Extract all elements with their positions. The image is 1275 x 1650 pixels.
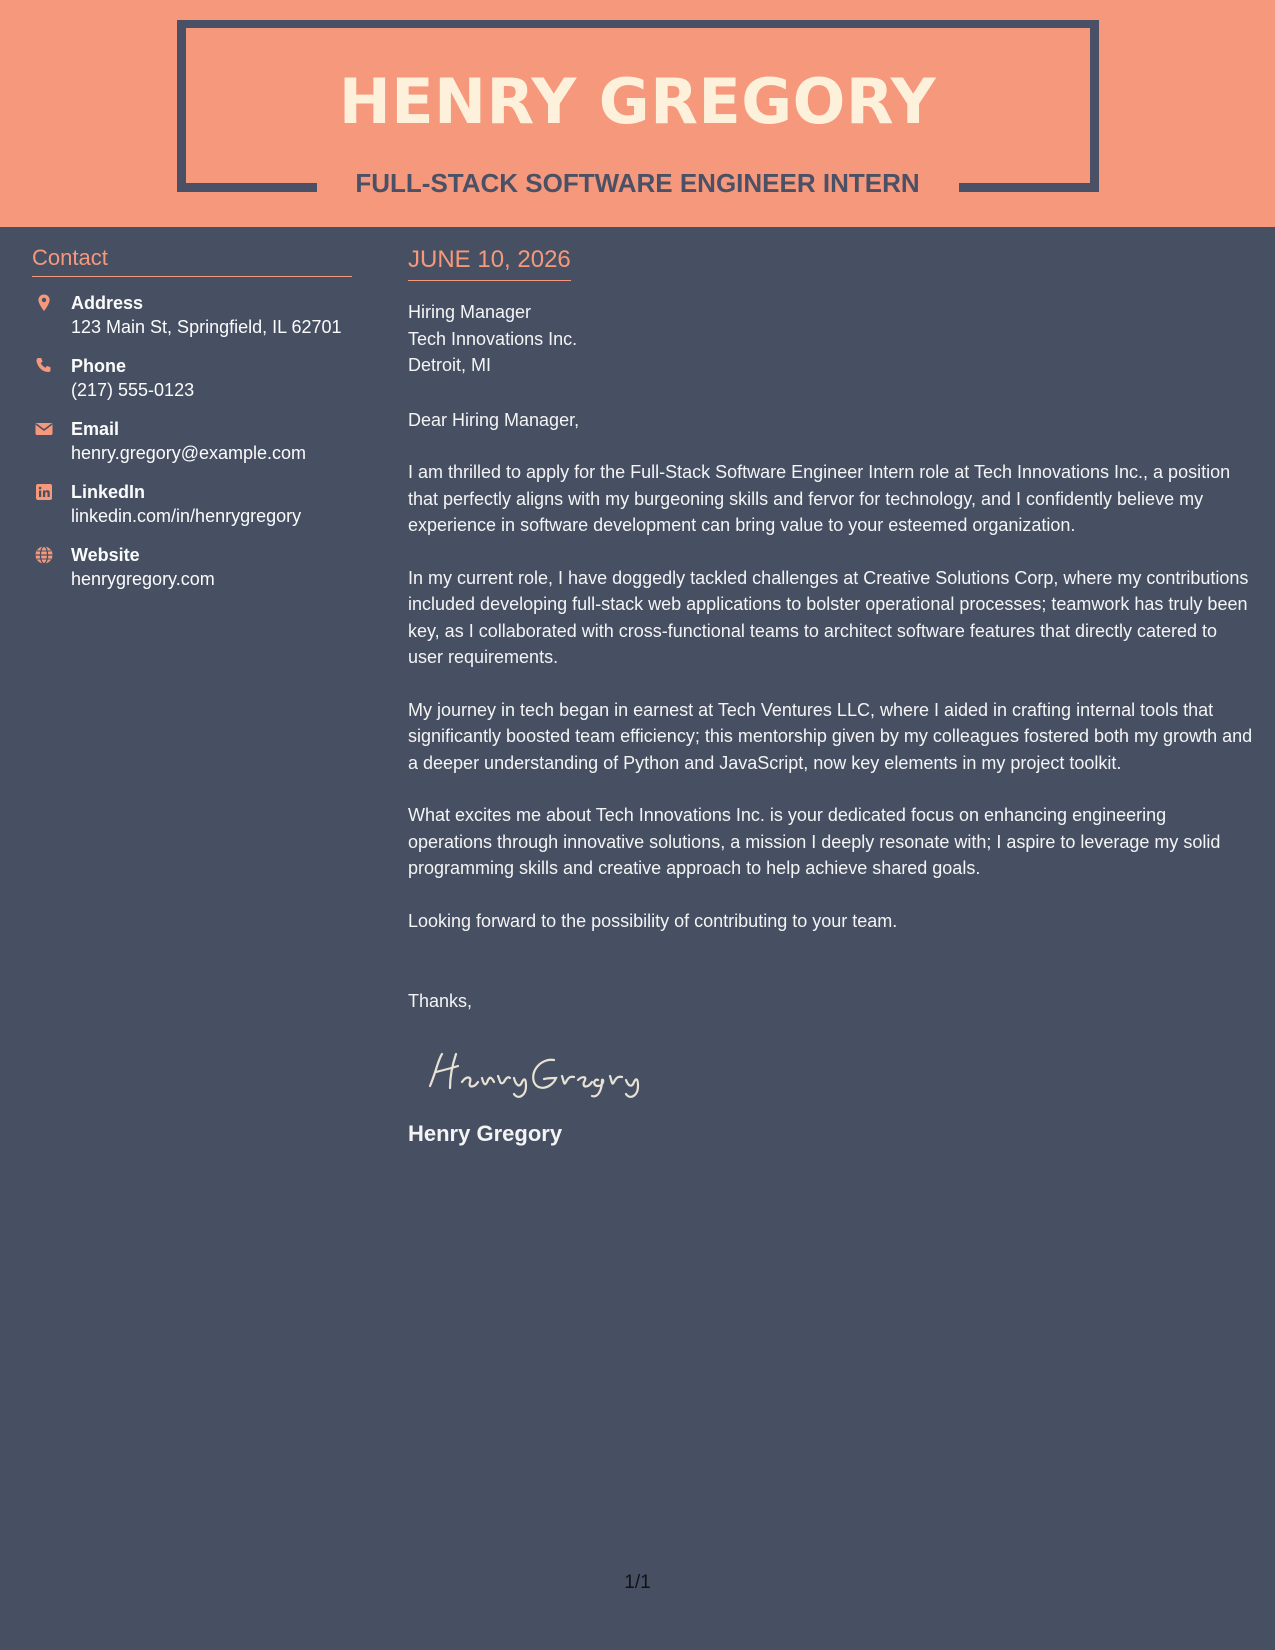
- letter-paragraph: My journey in tech began in earnest at Tech Ventures LLC, where I aided in crafting internal tools that significantly boosted team efficiency; this mentorship given by my colleagues fostered both my growth and a deeper understanding of Python and JavaScript, now key elements in my project toolkit.: [408, 699, 1253, 773]
- phone-value: (217) 555-0123: [71, 380, 195, 400]
- recipient-block: [408, 299, 1253, 379]
- contact-item-linkedin: [32, 480, 352, 529]
- contact-item-address: [32, 291, 352, 340]
- job-title: FULL-STACK SOFTWARE ENGINEER INTERN: [355, 168, 920, 198]
- contact-sidebar: [32, 244, 352, 592]
- letter-date: JUNE 10, 2026: [408, 244, 571, 281]
- contact-item-phone: [32, 354, 352, 403]
- letter-body: [408, 244, 1253, 1149]
- letter-paragraph: What excites me about Tech Innovations Inc. is your dedicated focus on enhancing engineering operations through innovative solutions, a mission I deeply resonate with; I aspire to leverage my solid programming skills and creative approach to help achieve shared goals.: [408, 805, 1221, 878]
- header-banner: [0, 0, 1275, 227]
- contact-heading: Contact: [32, 244, 352, 277]
- recipient-line: Hiring Manager: [408, 302, 532, 322]
- closing: Thanks,: [408, 991, 473, 1011]
- page-number: 1/1: [624, 1572, 651, 1593]
- letter-paragraph: I am thrilled to apply for the Full-Stack Software Engineer Intern role at Tech Innovations Inc., a position that perfectly aligns with my burgeoning skills and fervor for technology, and I confidently believe my experience in software development can bring value to your esteemed organization.: [408, 462, 1231, 535]
- handwritten-signature: [422, 1042, 662, 1102]
- map-pin-icon: [34, 293, 54, 313]
- globe-icon: [34, 545, 54, 565]
- salutation: Dear Hiring Manager,: [408, 409, 580, 430]
- letter-paragraph: In my current role, I have doggedly tackled challenges at Creative Solutions Corp, where my contributions included developing full-stack web applications to bolster operational processes; teamwork has truly been key, as I collaborated with cross-functional teams to architect software features that directly catered to user requirements.: [408, 567, 1249, 667]
- contact-item-email: [32, 417, 352, 466]
- address-label: Address: [71, 293, 144, 313]
- phone-icon: [34, 356, 54, 376]
- envelope-icon: [34, 419, 54, 439]
- website-label: Website: [71, 545, 140, 565]
- recipient-line: Detroit, MI: [408, 355, 492, 375]
- address-value: 123 Main St, Springfield, IL 62701: [71, 317, 342, 337]
- recipient-line: Tech Innovations Inc.: [408, 328, 578, 349]
- phone-label: Phone: [71, 356, 127, 376]
- header-frame-top: [177, 20, 1099, 28]
- linkedin-value: linkedin.com/in/henrygregory: [71, 506, 302, 526]
- applicant-name: HENRY GREGORY: [338, 65, 937, 138]
- letter-paragraph: Looking forward to the possibility of contributing to your team.: [408, 910, 898, 931]
- contact-item-website: [32, 543, 352, 592]
- linkedin-icon: [34, 482, 54, 502]
- website-value: henrygregory.com: [71, 569, 215, 589]
- email-value: henry.gregory@example.com: [71, 443, 307, 463]
- linkedin-label: LinkedIn: [71, 482, 146, 502]
- letter-content: [408, 407, 1253, 935]
- signer-name: Henry Gregory: [408, 1121, 563, 1146]
- email-label: Email: [71, 419, 120, 439]
